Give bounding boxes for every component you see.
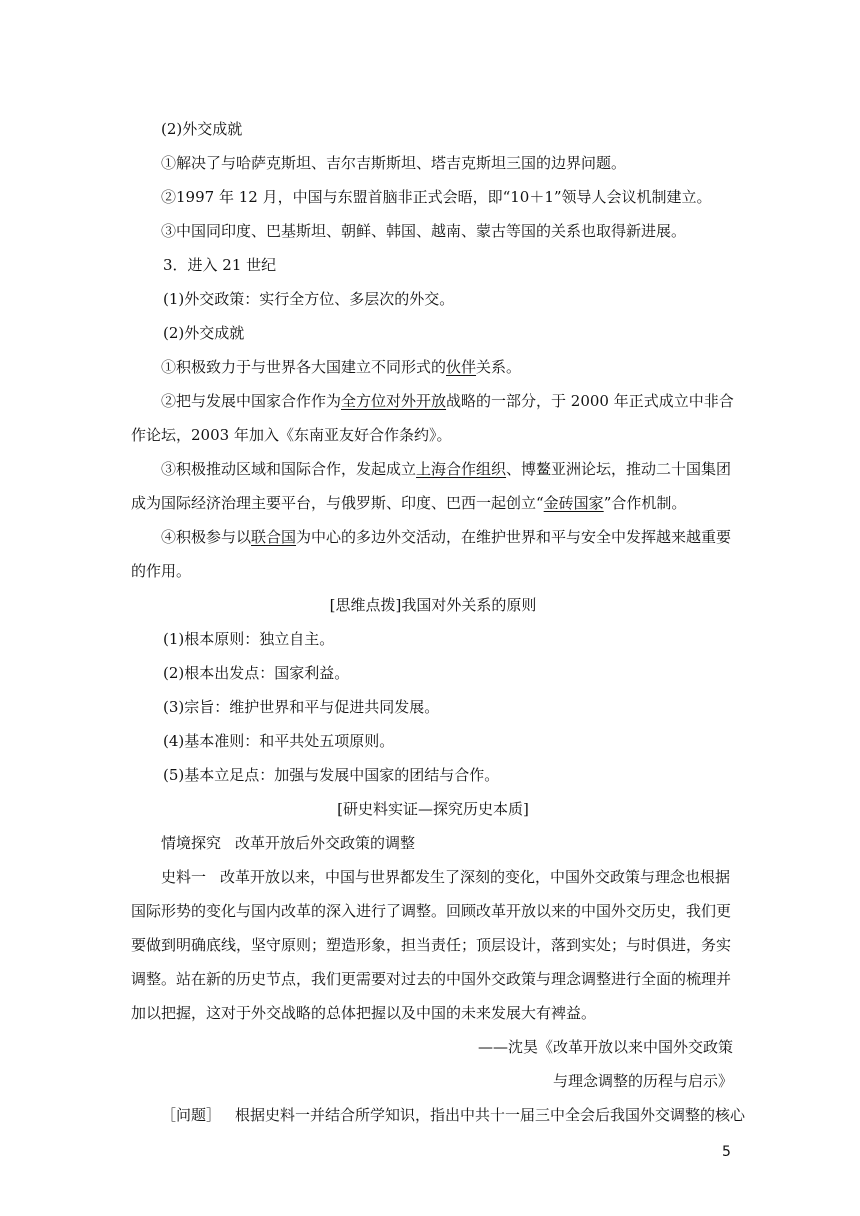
tip-title: [思维点拨]我国对外关系的原则 bbox=[329, 596, 537, 614]
policy-line: (1)外交政策：实行全方位、多层次的外交。 bbox=[163, 290, 455, 308]
principle-item: (2)根本出发点：国家利益。 bbox=[163, 664, 350, 682]
source-label: 史料一 bbox=[161, 868, 207, 886]
text-run: 关系。 bbox=[476, 358, 522, 376]
question-line bbox=[131, 1098, 746, 1132]
text-run: ”合作机制。 bbox=[603, 494, 687, 512]
page-number: 5 bbox=[722, 1144, 731, 1160]
document-body bbox=[131, 112, 746, 1132]
achievement-item bbox=[131, 350, 735, 384]
research-title: [研史料实证—探究历史本质] bbox=[337, 800, 529, 818]
text-run: ④积极参与以 bbox=[161, 528, 252, 546]
citation-line: 与理念调整的历程与启示》 bbox=[552, 1072, 733, 1090]
text-run: 、博鳌亚洲论坛，推动二十国集团成为国际经济治理主要平台，与俄罗斯、印度、巴西一起创立“ bbox=[131, 460, 732, 512]
underlined-term: 全方位对外开放 bbox=[341, 392, 447, 410]
question-text: 根据史料一并结合所学知识，指出中共十一届三中全会后我国外交调整的核心 bbox=[235, 1106, 746, 1124]
principle-item: (5)基本立足点：加强与发展中国家的团结与合作。 bbox=[163, 766, 500, 784]
scenario-label: 情境探究 bbox=[161, 834, 222, 852]
text-run: 战略的一部分，于 2000 年正式成立中非合作论坛，2003 年加入《东南亚友好合作条约》。 bbox=[131, 392, 734, 444]
list-item: ③中国同印度、巴基斯坦、朝鲜、韩国、越南、蒙古等国的关系也取得新进展。 bbox=[161, 222, 687, 240]
underlined-term: 伙伴 bbox=[446, 358, 477, 376]
text-run: ③积极推动区域和国际合作，发起成立 bbox=[161, 460, 417, 478]
list-item: ①解决了与哈萨克斯坦、吉尔吉斯斯坦、塔吉克斯坦三国的边界问题。 bbox=[161, 154, 627, 172]
section-heading: (2)外交成就 bbox=[161, 120, 243, 138]
scenario-line bbox=[131, 826, 735, 860]
underlined-term: 金砖国家 bbox=[543, 494, 604, 512]
section-title: 3．进入 21 世纪 bbox=[163, 256, 277, 274]
achievement-item bbox=[131, 452, 735, 520]
principle-item: (4)基本准则：和平共处五项原则。 bbox=[163, 732, 395, 750]
text-run: ①积极致力于与世界各大国建立不同形式的 bbox=[161, 358, 447, 376]
text-run: 为中心的多边外交活动，在维护世界和平与安全中发挥越来越重要的作用。 bbox=[131, 528, 732, 580]
underlined-term: 联合国 bbox=[251, 528, 297, 546]
question-label: ［问题］ bbox=[161, 1106, 222, 1124]
underlined-term: 上海合作组织 bbox=[416, 460, 507, 478]
citation-line: ——沈昊《改革开放以来中国外交政策 bbox=[477, 1038, 733, 1056]
section-heading: (2)外交成就 bbox=[163, 324, 245, 342]
principle-item: (3)宗旨：维护世界和平与促进共同发展。 bbox=[163, 698, 440, 716]
source-text: 改革开放以来，中国与世界都发生了深刻的变化，中国外交政策与理念也根据国际形势的变化与国内改革的深入进行了调整。回顾改革开放以来的中国外交历史，我们更要做到明确底线，坚守原则；塑造形象，担当责任；顶层设计，落到实处；与时俱进，务实调整。站在新的历史节点，我们更需要对过去的中国外交政策与理念调整进行全面的梳理并加以把握，这对于外交战略的总体把握以及中国的未来发展大有裨益。 bbox=[131, 868, 732, 1022]
principle-item: (1)根本原则：独立自主。 bbox=[163, 630, 335, 648]
achievement-item bbox=[131, 520, 735, 588]
source-paragraph bbox=[131, 860, 735, 1030]
text-run: ②把与发展中国家合作作为 bbox=[161, 392, 342, 410]
scenario-text: 改革开放后外交政策的调整 bbox=[235, 834, 416, 852]
list-item: ②1997 年 12 月，中国与东盟首脑非正式会晤，即“10＋1”领导人会议机制建立。 bbox=[161, 188, 712, 206]
achievement-item bbox=[131, 384, 735, 452]
